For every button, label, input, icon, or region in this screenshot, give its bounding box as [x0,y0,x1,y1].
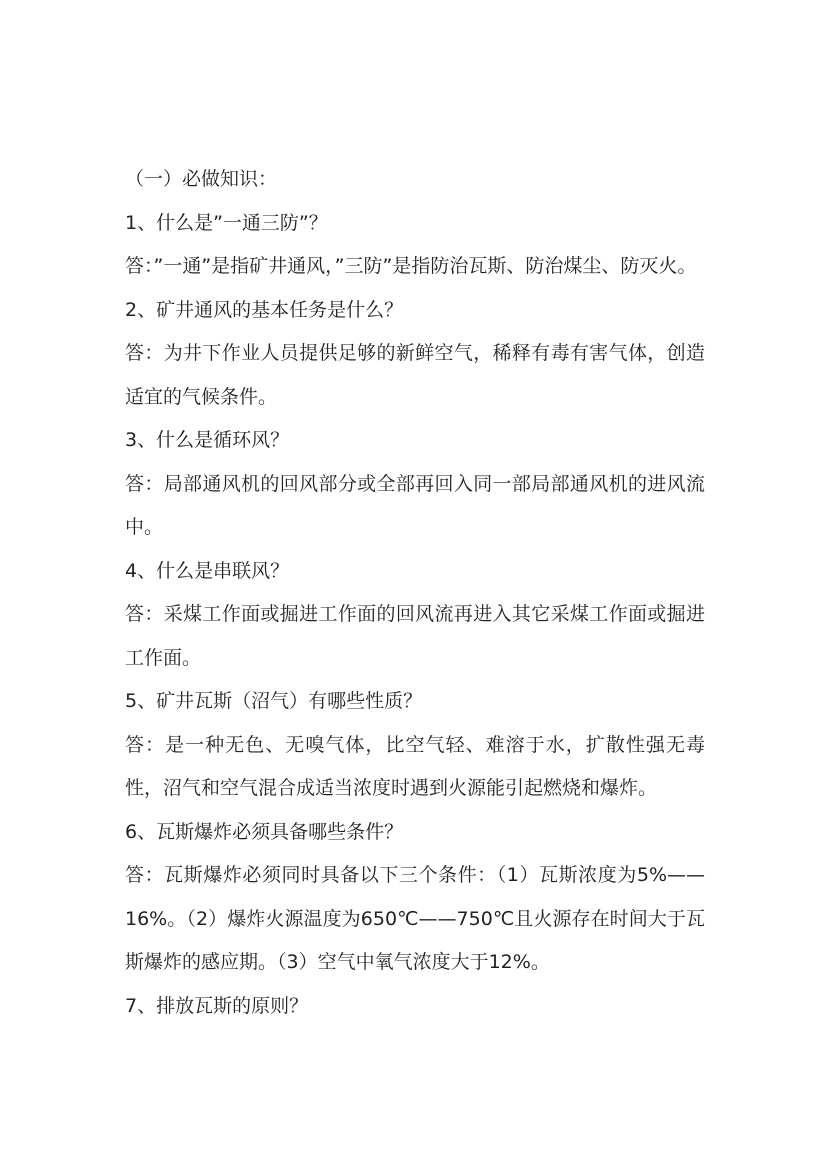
question-4: 4、什么是串联风？ [125,559,290,582]
question-7: 7、排放瓦斯的原则？ [125,994,309,1017]
answer-4: 答：采煤工作面或掘进工作面的回风流再进入其它采煤工作面或掘进工作面。 [125,603,705,669]
question-5: 5、矿井瓦斯（沼气）有哪些性质？ [125,690,423,712]
question-1: 1、什么是”一通三防”？ [125,211,328,234]
answer-5: 答：是一种无色、无嗅气体，比空气轻、难溶于水，扩散性强无毒性，沼气和空气混合成适当浓度时遇到火源能引起燃烧和爆炸。 [125,733,705,799]
answer-6: 答：瓦斯爆炸必须同时具备以下三个条件：（1）瓦斯浓度为5%——16%。（2）爆炸火源温度为650℃——750℃且火源存在时间大于瓦斯爆炸的感应期。（3）空气中氧气浓度大于12%。 [125,864,705,973]
answer-3: 答：局部通风机的回风部分或全部再回入同一部局部通风机的进风流中。 [125,472,705,538]
question-6: 6、瓦斯爆炸必须具备哪些条件？ [125,820,404,843]
question-3: 3、什么是循环风？ [125,429,290,451]
document-body [125,158,705,1028]
section-heading: （一）必做知识： [125,168,278,190]
answer-2: 答：为井下作业人员提供足够的新鲜空气，稀释有毒有害气体，创造适宜的气候条件。 [125,342,705,408]
answer-1: 答：”一通”是指矿井通风，”三防”是指防治瓦斯、防治煤尘、防灭火。 [125,255,697,277]
question-2: 2、矿井通风的基本任务是什么？ [125,298,404,321]
